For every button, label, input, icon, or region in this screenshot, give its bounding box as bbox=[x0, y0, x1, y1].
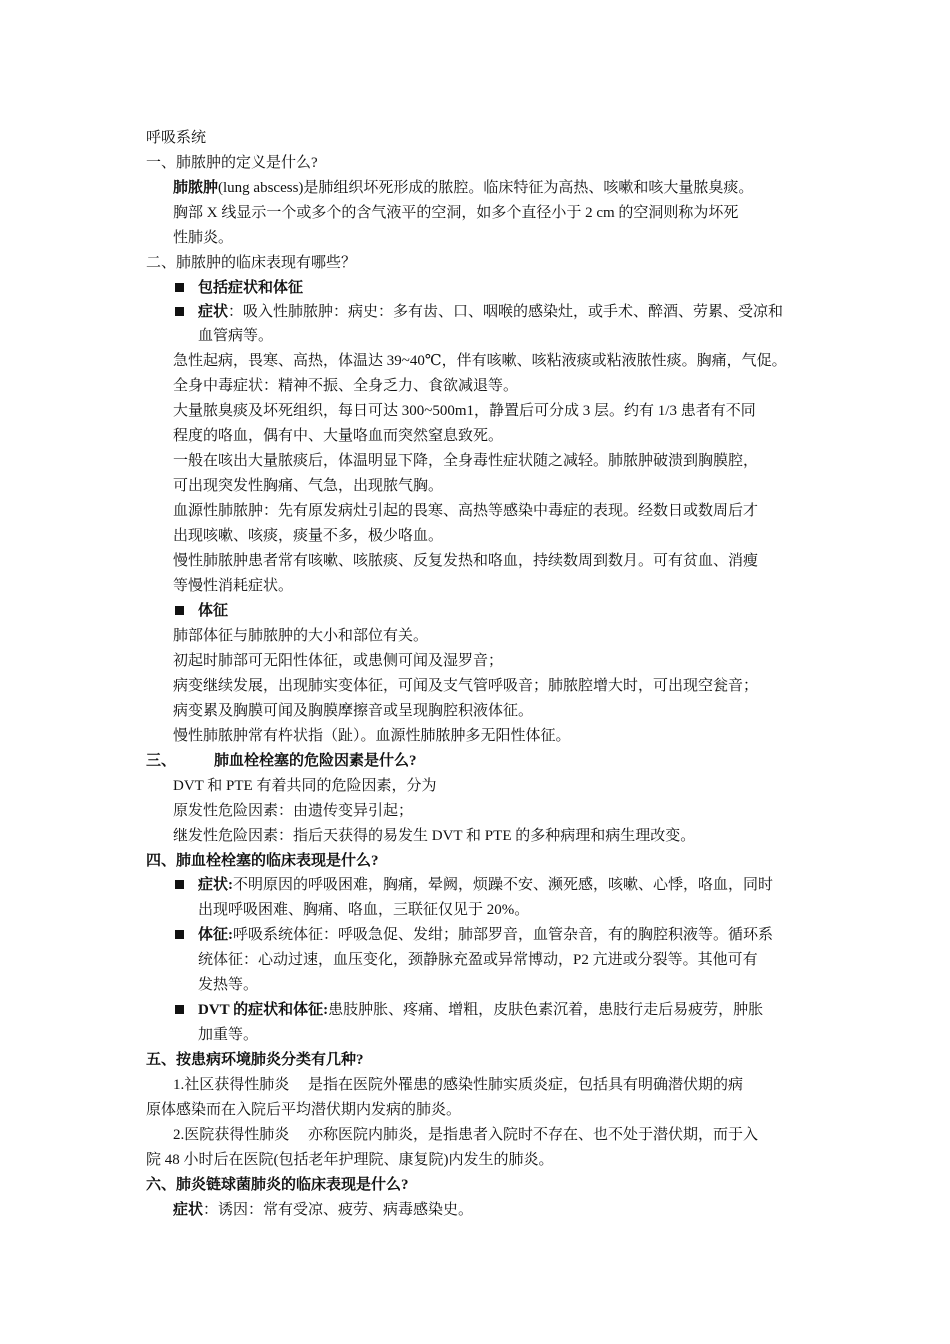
q1-line-3: 性肺炎。 bbox=[173, 230, 234, 246]
bullet-pte-signs-cont-1: 统体征：心动过速，血压变化，颈静脉充盈或异常博动，P2 亢进或分裂等。其他可有 bbox=[198, 952, 758, 968]
q2-p4b: 可出现突发性胸痛、气急，出现脓气胸。 bbox=[173, 478, 444, 494]
q5-item-1b: 原体感染而在入院后平均潜伏期内发病的肺炎。 bbox=[146, 1102, 462, 1118]
heading-q4: 四、肺血栓栓塞的临床表现是什么? bbox=[146, 853, 379, 869]
bullet-square-icon bbox=[175, 1005, 184, 1014]
q2-p5b: 出现咳嗽、咳痰，痰量不多，极少咯血。 bbox=[173, 528, 444, 544]
term-lung-abscess: 肺脓肿 bbox=[173, 180, 219, 196]
q2-p3b: 程度的咯血，偶有中、大量咯血而突然窒息致死。 bbox=[173, 428, 504, 444]
doc-title: 呼吸系统 bbox=[146, 130, 207, 146]
bullet-label: 症状 bbox=[198, 304, 229, 320]
q2-p6a: 慢性肺脓肿患者常有咳嗽、咳脓痰、反复发热和咯血，持续数周到数月。可有贫血、消瘦 bbox=[173, 553, 759, 569]
bullet-pte-signs-cont-2: 发热等。 bbox=[198, 977, 259, 993]
q1-line-1-text: (lung abscess)是肺组织坏死形成的脓腔。临床特征为高热、咳嗽和咳大量脓臭痰。 bbox=[218, 180, 754, 196]
heading-q3-number: 三、 bbox=[146, 753, 177, 769]
q2-s3a: 病变继续发展，出现肺实变体征，可闻及支气管呼吸音；肺脓腔增大时，可出现空瓮音； bbox=[173, 678, 759, 694]
bullet-square-icon bbox=[175, 930, 184, 939]
bullet-pte-signs bbox=[175, 923, 773, 948]
q1-line-1 bbox=[173, 176, 753, 201]
heading-q3-text: 肺血栓栓塞的危险因素是什么? bbox=[214, 753, 417, 769]
bullet-text: 体征 bbox=[198, 603, 229, 619]
heading-q3 bbox=[146, 749, 417, 774]
bullet-text: 不明原因的呼吸困难，胸痛，晕阙，烦躁不安、濒死感，咳嗽、心悸，咯血，同时 bbox=[233, 877, 774, 893]
bullet-symptoms-signs bbox=[175, 276, 303, 301]
q2-p4a: 一般在咳出大量脓痰后，体温明显下降，全身毒性症状随之减轻。肺脓肿破溃到胸膜腔， bbox=[173, 453, 759, 469]
q2-p6b: 等慢性消耗症状。 bbox=[173, 578, 294, 594]
bullet-label: DVT 的症状和体征: bbox=[198, 1002, 329, 1018]
bullet-text: 呼吸系统体征：呼吸急促、发绀；肺部罗音，血管杂音，有的胸腔积液等。循环系 bbox=[233, 927, 774, 943]
q2-s2: 初起时肺部可无阳性体征，或患侧可闻及湿罗音； bbox=[173, 653, 504, 669]
q2-s3b: 病变累及胸膜可闻及胸膜摩擦音或呈现胸腔积液体征。 bbox=[173, 703, 534, 719]
q1-line-2: 胸部 X 线显示一个或多个的含气液平的空洞，如多个直径小于 2 cm 的空洞则称为坏死 bbox=[173, 205, 739, 221]
bullet-dvt bbox=[175, 998, 763, 1023]
bullet-text: 患肢肿胀、疼痛、增粗，皮肤色素沉着，患肢行走后易疲劳，肿胀 bbox=[328, 1002, 764, 1018]
q5-item-2a: 2.医院获得性肺炎 亦称医院内肺炎，是指患者入院时不存在、也不处于潜伏期，而于入 bbox=[173, 1127, 759, 1143]
bullet-pte-symptoms bbox=[175, 873, 773, 898]
q5-item-1a: 1.社区获得性肺炎 是指在医院外罹患的感染性肺实质炎症，包括具有明确潜伏期的病 bbox=[173, 1077, 744, 1093]
bullet-text: ：吸入性肺脓肿：病史：多有齿、口、咽喉的感染灶，或手术、醉酒、劳累、受凉和 bbox=[228, 304, 784, 320]
q6-line-1 bbox=[173, 1198, 473, 1223]
q3-line-2: 原发性危险因素：由遗传变异引起； bbox=[173, 803, 414, 819]
bullet-pte-symptoms-cont: 出现呼吸困难、胸痛、咯血，三联征仅见于 20%。 bbox=[198, 902, 530, 918]
q6-label: 症状 bbox=[173, 1202, 204, 1218]
bullet-signs bbox=[175, 599, 228, 624]
heading-q2: 二、肺脓肿的临床表现有哪些？ bbox=[146, 255, 357, 271]
q2-p2: 全身中毒症状：精神不振、全身乏力、食欲减退等。 bbox=[173, 378, 519, 394]
bullet-square-icon bbox=[175, 880, 184, 889]
bullet-text: 包括症状和体征 bbox=[198, 280, 304, 296]
q5-item-2b: 院 48 小时后在医院(包括老年护理院、康复院)内发生的肺炎。 bbox=[146, 1152, 554, 1168]
bullet-label: 症状: bbox=[198, 877, 233, 893]
bullet-square-icon bbox=[175, 283, 184, 292]
heading-q1: 一、肺脓肿的定义是什么? bbox=[146, 155, 318, 171]
q2-s1: 肺部体征与肺脓肿的大小和部位有关。 bbox=[173, 628, 429, 644]
bullet-square-icon bbox=[175, 307, 184, 316]
bullet-symptoms-cont: 血管病等。 bbox=[198, 328, 274, 344]
q2-p1: 急性起病，畏寒、高热，体温达 39~40℃，伴有咳嗽、咳粘液痰或粘液脓性痰。胸痛，气促。 bbox=[173, 353, 787, 369]
bullet-square-icon bbox=[175, 606, 184, 615]
q3-line-1: DVT 和 PTE 有着共同的危险因素，分为 bbox=[173, 778, 437, 794]
q2-p5a: 血源性肺脓肿：先有原发病灶引起的畏寒、高热等感染中毒症的表现。经数日或数周后才 bbox=[173, 503, 759, 519]
bullet-dvt-cont: 加重等。 bbox=[198, 1027, 259, 1043]
q2-p3a: 大量脓臭痰及坏死组织，每日可达 300~500m1，静置后可分成 3 层。约有 1/3 患者有不同 bbox=[173, 403, 756, 419]
bullet-label: 体征: bbox=[198, 927, 233, 943]
heading-q5: 五、按患病环境肺炎分类有几种? bbox=[146, 1052, 364, 1068]
q2-s4: 慢性肺脓肿常有杵状指（趾）。血源性肺脓肿多无阳性体征。 bbox=[173, 728, 571, 744]
bullet-symptoms bbox=[175, 300, 783, 325]
heading-q6: 六、肺炎链球菌肺炎的临床表现是什么? bbox=[146, 1177, 409, 1193]
q6-text: ：诱因：常有受凉、疲劳、病毒感染史。 bbox=[203, 1202, 474, 1218]
q3-line-3: 继发性危险因素：指后天获得的易发生 DVT 和 PTE 的多种病理和病生理改变。 bbox=[173, 828, 696, 844]
